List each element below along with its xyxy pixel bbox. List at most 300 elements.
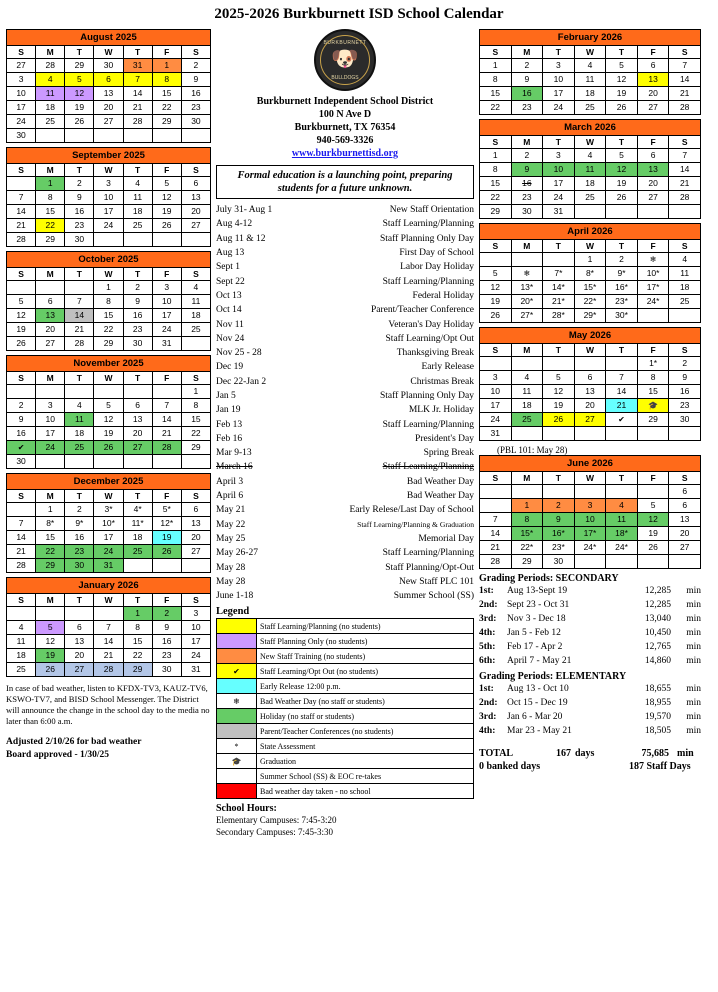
day-cell[interactable]: 26: [637, 541, 669, 555]
day-cell[interactable]: 2: [669, 357, 701, 371]
day-cell[interactable]: 7: [94, 621, 123, 635]
day-cell[interactable]: 6: [181, 177, 210, 191]
day-cell[interactable]: 21: [65, 323, 94, 337]
day-cell[interactable]: 24: [7, 115, 36, 129]
day-cell[interactable]: 26: [152, 545, 181, 559]
day-cell[interactable]: 12: [7, 309, 36, 323]
day-cell[interactable]: 27: [181, 545, 210, 559]
day-cell[interactable]: 9: [181, 73, 210, 87]
day-cell[interactable]: [511, 267, 543, 281]
day-cell[interactable]: 3: [7, 73, 36, 87]
day-cell[interactable]: 6: [637, 149, 669, 163]
day-cell[interactable]: 11: [65, 413, 94, 427]
day-cell[interactable]: 10*: [637, 267, 669, 281]
day-cell[interactable]: 7: [123, 73, 152, 87]
day-cell[interactable]: 30: [181, 115, 210, 129]
day-cell[interactable]: 20*: [511, 295, 543, 309]
day-cell[interactable]: 9: [65, 191, 94, 205]
day-cell[interactable]: 20: [637, 87, 669, 101]
day-cell[interactable]: 12: [637, 513, 669, 527]
day-cell[interactable]: 27: [637, 101, 669, 115]
day-cell[interactable]: 13*: [511, 281, 543, 295]
day-cell[interactable]: 4: [574, 59, 606, 73]
day-cell[interactable]: 29: [480, 205, 512, 219]
day-cell[interactable]: 27: [65, 663, 94, 677]
day-cell[interactable]: 18: [123, 531, 152, 545]
day-cell[interactable]: 8: [94, 295, 123, 309]
day-cell[interactable]: 16*: [543, 527, 575, 541]
day-cell[interactable]: 1: [181, 385, 210, 399]
day-cell[interactable]: 6: [669, 485, 701, 499]
day-cell[interactable]: 11: [511, 385, 543, 399]
day-cell[interactable]: 15: [181, 413, 210, 427]
day-cell[interactable]: 1: [36, 503, 65, 517]
day-cell[interactable]: 19: [606, 177, 638, 191]
day-cell[interactable]: 24*: [606, 541, 638, 555]
day-cell[interactable]: 21: [94, 649, 123, 663]
day-cell[interactable]: 19: [152, 205, 181, 219]
day-cell[interactable]: 30: [65, 233, 94, 247]
day-cell[interactable]: 2: [123, 281, 152, 295]
day-cell[interactable]: 27: [94, 115, 123, 129]
day-cell[interactable]: 22: [123, 649, 152, 663]
day-cell[interactable]: 28: [123, 115, 152, 129]
day-cell[interactable]: 21*: [543, 295, 575, 309]
day-cell[interactable]: 3: [36, 399, 65, 413]
day-cell[interactable]: 12: [36, 635, 65, 649]
day-cell[interactable]: 14: [7, 205, 36, 219]
day-cell[interactable]: 18: [123, 205, 152, 219]
day-cell[interactable]: 24: [543, 101, 575, 115]
day-cell[interactable]: 4: [123, 177, 152, 191]
day-cell[interactable]: 1: [36, 177, 65, 191]
day-cell[interactable]: 19: [152, 531, 181, 545]
day-cell[interactable]: 25: [7, 663, 36, 677]
day-cell[interactable]: 19: [606, 87, 638, 101]
day-cell[interactable]: 2: [152, 607, 181, 621]
day-cell[interactable]: 20: [94, 101, 123, 115]
day-cell[interactable]: 15*: [574, 281, 606, 295]
day-cell[interactable]: 26: [606, 191, 638, 205]
day-cell[interactable]: 30: [511, 205, 543, 219]
day-cell[interactable]: 20: [669, 527, 701, 541]
day-cell[interactable]: 2: [65, 503, 94, 517]
day-cell[interactable]: 27: [669, 541, 701, 555]
day-cell[interactable]: 11: [574, 73, 606, 87]
day-cell[interactable]: 24: [181, 649, 210, 663]
day-cell[interactable]: 5*: [152, 503, 181, 517]
day-cell[interactable]: 8*: [574, 267, 606, 281]
day-cell[interactable]: 31: [480, 427, 512, 441]
day-cell[interactable]: 29: [637, 413, 669, 427]
day-cell[interactable]: 15: [637, 385, 669, 399]
day-cell[interactable]: 19: [480, 295, 512, 309]
day-cell[interactable]: 29: [123, 663, 152, 677]
day-cell[interactable]: 5: [543, 371, 575, 385]
day-cell[interactable]: 4: [181, 281, 210, 295]
day-cell[interactable]: 25: [36, 115, 65, 129]
day-cell[interactable]: 23: [123, 323, 152, 337]
day-cell[interactable]: 17*: [574, 527, 606, 541]
day-cell[interactable]: 16*: [606, 281, 638, 295]
day-cell[interactable]: 24: [36, 441, 65, 455]
day-cell[interactable]: 21: [669, 87, 701, 101]
day-cell[interactable]: 17: [480, 399, 512, 413]
day-cell[interactable]: 15: [152, 87, 181, 101]
day-cell[interactable]: 19: [7, 323, 36, 337]
day-cell[interactable]: 8*: [36, 517, 65, 531]
day-cell[interactable]: 5: [65, 73, 94, 87]
day-cell[interactable]: 18: [181, 309, 210, 323]
day-cell[interactable]: 13: [181, 517, 210, 531]
day-cell[interactable]: 24: [152, 323, 181, 337]
day-cell[interactable]: 10: [36, 413, 65, 427]
day-cell[interactable]: 8: [511, 513, 543, 527]
day-cell[interactable]: 4: [574, 149, 606, 163]
day-cell[interactable]: 3: [543, 149, 575, 163]
day-cell[interactable]: 1: [480, 59, 512, 73]
day-cell[interactable]: 9*: [65, 517, 94, 531]
day-cell[interactable]: 31: [181, 663, 210, 677]
day-cell[interactable]: 16: [65, 205, 94, 219]
day-cell[interactable]: 27: [7, 59, 36, 73]
day-cell[interactable]: 15*: [511, 527, 543, 541]
day-cell[interactable]: 6: [94, 73, 123, 87]
day-cell[interactable]: 18: [511, 399, 543, 413]
day-cell[interactable]: 8: [152, 73, 181, 87]
day-cell[interactable]: 6: [123, 399, 152, 413]
day-cell[interactable]: 17: [36, 427, 65, 441]
day-cell[interactable]: 14: [152, 413, 181, 427]
day-cell[interactable]: 22: [480, 101, 512, 115]
day-cell[interactable]: 21: [123, 101, 152, 115]
day-cell[interactable]: 2: [65, 177, 94, 191]
day-cell[interactable]: 10: [543, 73, 575, 87]
day-cell[interactable]: 28: [152, 441, 181, 455]
day-cell[interactable]: 10: [574, 513, 606, 527]
day-cell[interactable]: 15: [36, 531, 65, 545]
day-cell[interactable]: [637, 253, 669, 267]
day-cell[interactable]: 29: [181, 441, 210, 455]
day-cell[interactable]: 24*: [637, 295, 669, 309]
day-cell[interactable]: 23: [511, 191, 543, 205]
day-cell[interactable]: 22: [36, 219, 65, 233]
day-cell[interactable]: 28: [36, 59, 65, 73]
day-cell[interactable]: 27: [637, 191, 669, 205]
day-cell[interactable]: 7: [669, 59, 701, 73]
day-cell[interactable]: 25: [123, 219, 152, 233]
day-cell[interactable]: 5: [637, 499, 669, 513]
day-cell[interactable]: 22: [181, 427, 210, 441]
day-cell[interactable]: 5: [606, 59, 638, 73]
day-cell[interactable]: 5: [7, 295, 36, 309]
day-cell[interactable]: 14: [65, 309, 94, 323]
day-cell[interactable]: 29: [94, 337, 123, 351]
day-cell[interactable]: 11: [606, 513, 638, 527]
day-cell[interactable]: 26: [94, 441, 123, 455]
day-cell[interactable]: 8: [637, 371, 669, 385]
day-cell[interactable]: 12: [606, 163, 638, 177]
day-cell[interactable]: 18: [36, 101, 65, 115]
day-cell[interactable]: 10: [181, 621, 210, 635]
day-cell[interactable]: 20: [123, 427, 152, 441]
day-cell[interactable]: 6: [181, 503, 210, 517]
day-cell[interactable]: 28: [7, 559, 36, 573]
day-cell[interactable]: 25: [574, 101, 606, 115]
day-cell[interactable]: 23*: [543, 541, 575, 555]
day-cell[interactable]: 23: [152, 649, 181, 663]
day-cell[interactable]: 24: [543, 191, 575, 205]
day-cell[interactable]: 28: [94, 663, 123, 677]
day-cell[interactable]: 14: [669, 163, 701, 177]
day-cell[interactable]: 7: [606, 371, 638, 385]
day-cell[interactable]: 9: [543, 513, 575, 527]
day-cell[interactable]: 20: [36, 323, 65, 337]
day-cell[interactable]: 28: [669, 191, 701, 205]
day-cell[interactable]: 26: [7, 337, 36, 351]
day-cell[interactable]: 3: [543, 59, 575, 73]
day-cell[interactable]: 29: [152, 115, 181, 129]
day-cell[interactable]: 13: [36, 309, 65, 323]
day-cell[interactable]: 26: [152, 219, 181, 233]
day-cell[interactable]: 20: [574, 399, 606, 413]
day-cell[interactable]: 22: [480, 191, 512, 205]
day-cell[interactable]: 11: [574, 163, 606, 177]
day-cell[interactable]: 22: [94, 323, 123, 337]
day-cell[interactable]: 15: [94, 309, 123, 323]
day-cell[interactable]: 18: [669, 281, 701, 295]
day-cell[interactable]: 3: [152, 281, 181, 295]
day-cell[interactable]: 15: [123, 635, 152, 649]
day-cell[interactable]: 1: [123, 607, 152, 621]
day-cell[interactable]: 7: [152, 399, 181, 413]
day-cell[interactable]: 12: [480, 281, 512, 295]
day-cell[interactable]: 18: [574, 87, 606, 101]
day-cell[interactable]: 21: [152, 427, 181, 441]
day-cell[interactable]: 6: [65, 621, 94, 635]
day-cell[interactable]: 31: [123, 59, 152, 73]
day-cell[interactable]: 1: [511, 499, 543, 513]
day-cell[interactable]: 31: [152, 337, 181, 351]
day-cell[interactable]: 24: [94, 545, 123, 559]
day-cell[interactable]: 9: [152, 621, 181, 635]
day-cell[interactable]: 25: [65, 441, 94, 455]
day-cell[interactable]: 27: [181, 219, 210, 233]
day-cell[interactable]: 4: [65, 399, 94, 413]
day-cell[interactable]: 9: [7, 413, 36, 427]
day-cell[interactable]: 16: [123, 309, 152, 323]
day-cell[interactable]: 21: [606, 399, 638, 413]
day-cell[interactable]: 17: [94, 205, 123, 219]
day-cell[interactable]: 7: [480, 513, 512, 527]
day-cell[interactable]: 13: [669, 513, 701, 527]
day-cell[interactable]: 13: [574, 385, 606, 399]
day-cell[interactable]: 27: [574, 413, 606, 427]
day-cell[interactable]: 27: [123, 441, 152, 455]
day-cell[interactable]: 23*: [606, 295, 638, 309]
day-cell[interactable]: 12: [94, 413, 123, 427]
day-cell[interactable]: 11: [123, 191, 152, 205]
day-cell[interactable]: 9: [669, 371, 701, 385]
day-cell[interactable]: 28*: [543, 309, 575, 323]
day-cell[interactable]: 17: [543, 87, 575, 101]
day-cell[interactable]: 2: [7, 399, 36, 413]
day-cell[interactable]: 17: [181, 635, 210, 649]
day-cell[interactable]: 12: [606, 73, 638, 87]
day-cell[interactable]: 13: [637, 163, 669, 177]
day-cell[interactable]: 16: [511, 87, 543, 101]
day-cell[interactable]: 6: [574, 371, 606, 385]
day-cell[interactable]: 23: [669, 399, 701, 413]
day-cell[interactable]: 26: [65, 115, 94, 129]
day-cell[interactable]: 25: [123, 545, 152, 559]
day-cell[interactable]: 16: [7, 427, 36, 441]
day-cell[interactable]: 4: [7, 621, 36, 635]
day-cell[interactable]: 10: [94, 191, 123, 205]
day-cell[interactable]: 9*: [606, 267, 638, 281]
day-cell[interactable]: 19: [65, 101, 94, 115]
day-cell[interactable]: 22*: [511, 541, 543, 555]
day-cell[interactable]: 7: [65, 295, 94, 309]
day-cell[interactable]: 5: [94, 399, 123, 413]
day-cell[interactable]: 23: [511, 101, 543, 115]
day-cell[interactable]: 6: [36, 295, 65, 309]
day-cell[interactable]: 10: [543, 163, 575, 177]
day-cell[interactable]: 4: [606, 499, 638, 513]
day-cell[interactable]: 18: [574, 177, 606, 191]
day-cell[interactable]: 7: [7, 517, 36, 531]
day-cell[interactable]: 25: [669, 295, 701, 309]
day-cell[interactable]: 14: [7, 531, 36, 545]
day-cell[interactable]: 8: [36, 191, 65, 205]
day-cell[interactable]: 12: [65, 87, 94, 101]
day-cell[interactable]: 13: [123, 413, 152, 427]
day-cell[interactable]: 8: [123, 621, 152, 635]
day-cell[interactable]: 14: [669, 73, 701, 87]
day-cell[interactable]: 10: [152, 295, 181, 309]
day-cell[interactable]: 6: [637, 59, 669, 73]
day-cell[interactable]: 18: [65, 427, 94, 441]
day-cell[interactable]: 5: [480, 267, 512, 281]
day-cell[interactable]: 24*: [574, 541, 606, 555]
day-cell[interactable]: 1: [94, 281, 123, 295]
day-cell[interactable]: 2: [543, 499, 575, 513]
day-cell[interactable]: 13: [637, 73, 669, 87]
day-cell[interactable]: 19: [94, 427, 123, 441]
day-cell[interactable]: 17: [152, 309, 181, 323]
day-cell[interactable]: 14: [606, 385, 638, 399]
day-cell[interactable]: 26: [543, 413, 575, 427]
day-cell[interactable]: 8: [181, 399, 210, 413]
day-cell[interactable]: 14: [480, 527, 512, 541]
day-cell[interactable]: 26: [36, 663, 65, 677]
day-cell[interactable]: 23: [65, 545, 94, 559]
day-cell[interactable]: 1: [152, 59, 181, 73]
day-cell[interactable]: 27*: [511, 309, 543, 323]
day-cell[interactable]: 15: [480, 177, 512, 191]
day-cell[interactable]: 30: [669, 413, 701, 427]
day-cell[interactable]: 24: [94, 219, 123, 233]
day-cell[interactable]: [7, 441, 36, 455]
day-cell[interactable]: 22*: [574, 295, 606, 309]
day-cell[interactable]: 16: [152, 635, 181, 649]
day-cell[interactable]: 13: [94, 87, 123, 101]
day-cell[interactable]: [606, 413, 638, 427]
day-cell[interactable]: 9: [123, 295, 152, 309]
day-cell[interactable]: 17: [94, 531, 123, 545]
day-cell[interactable]: 3*: [94, 503, 123, 517]
day-cell[interactable]: [637, 399, 669, 413]
day-cell[interactable]: 30: [543, 555, 575, 569]
day-cell[interactable]: 31: [543, 205, 575, 219]
day-cell[interactable]: 7: [669, 149, 701, 163]
day-cell[interactable]: 21: [7, 545, 36, 559]
day-cell[interactable]: 3: [94, 177, 123, 191]
day-cell[interactable]: 25: [574, 191, 606, 205]
day-cell[interactable]: 3: [480, 371, 512, 385]
day-cell[interactable]: 18: [7, 649, 36, 663]
day-cell[interactable]: 28: [480, 555, 512, 569]
day-cell[interactable]: 1*: [637, 357, 669, 371]
day-cell[interactable]: 16: [669, 385, 701, 399]
day-cell[interactable]: 31: [94, 559, 123, 573]
day-cell[interactable]: 3: [574, 499, 606, 513]
day-cell[interactable]: 13: [65, 635, 94, 649]
day-cell[interactable]: 22: [36, 545, 65, 559]
day-cell[interactable]: 4: [511, 371, 543, 385]
day-cell[interactable]: 11: [36, 87, 65, 101]
day-cell[interactable]: 4*: [123, 503, 152, 517]
day-cell[interactable]: 28: [7, 233, 36, 247]
day-cell[interactable]: 19: [543, 399, 575, 413]
day-cell[interactable]: 11*: [123, 517, 152, 531]
day-cell[interactable]: 10: [480, 385, 512, 399]
day-cell[interactable]: 29*: [574, 309, 606, 323]
day-cell[interactable]: 14*: [543, 281, 575, 295]
day-cell[interactable]: 16: [181, 87, 210, 101]
day-cell[interactable]: 27: [36, 337, 65, 351]
day-cell[interactable]: 30: [7, 455, 36, 469]
day-cell[interactable]: 30: [123, 337, 152, 351]
day-cell[interactable]: 28: [65, 337, 94, 351]
day-cell[interactable]: 15: [36, 205, 65, 219]
day-cell[interactable]: 12: [543, 385, 575, 399]
day-cell[interactable]: 29: [36, 233, 65, 247]
day-cell[interactable]: 1: [480, 149, 512, 163]
day-cell[interactable]: 4: [669, 253, 701, 267]
day-cell[interactable]: 14: [123, 87, 152, 101]
day-cell[interactable]: 17: [543, 177, 575, 191]
day-cell[interactable]: 8: [480, 73, 512, 87]
day-cell[interactable]: 21: [669, 177, 701, 191]
day-cell[interactable]: 16: [511, 177, 543, 191]
day-cell[interactable]: 5: [36, 621, 65, 635]
day-cell[interactable]: 29: [511, 555, 543, 569]
day-cell[interactable]: 18*: [606, 527, 638, 541]
day-cell[interactable]: 30: [65, 559, 94, 573]
day-cell[interactable]: 2: [181, 59, 210, 73]
day-cell[interactable]: 6: [669, 499, 701, 513]
day-cell[interactable]: 20: [637, 177, 669, 191]
day-cell[interactable]: 26: [480, 309, 512, 323]
day-cell[interactable]: 23: [65, 219, 94, 233]
day-cell[interactable]: 20: [65, 649, 94, 663]
day-cell[interactable]: 11: [181, 295, 210, 309]
day-cell[interactable]: 17: [7, 101, 36, 115]
day-cell[interactable]: 25: [181, 323, 210, 337]
day-cell[interactable]: 28: [669, 101, 701, 115]
day-cell[interactable]: 21: [7, 219, 36, 233]
